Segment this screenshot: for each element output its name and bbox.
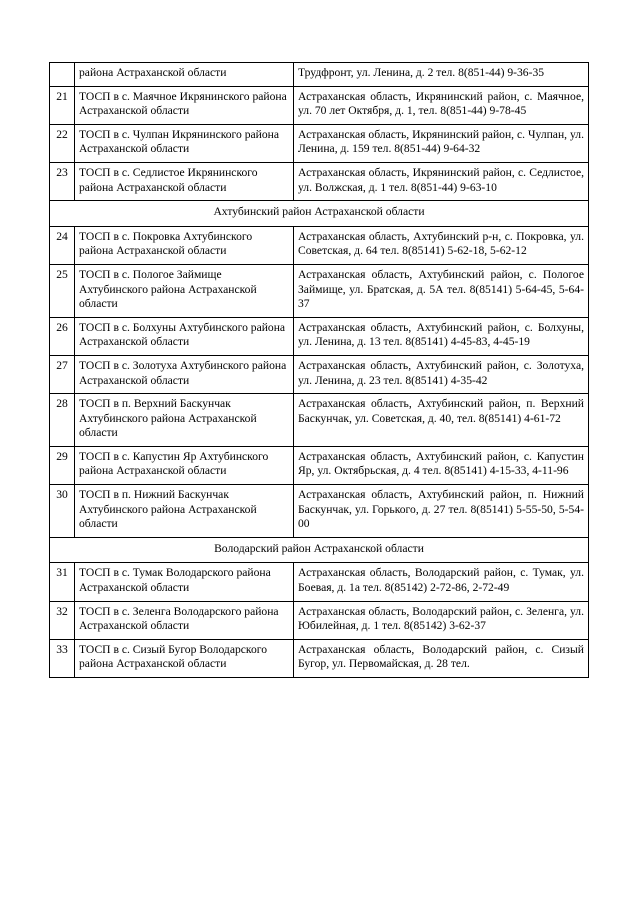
- office-address: Астраханская область, Ахтубинский район, с. Золотуха, ул. Ленина, д. 23 тел. 8(85141) 4-35-42: [294, 355, 589, 393]
- office-address: Астраханская область, Володарский район, с. Тумак, ул. Боевая, д. 1а тел. 8(85142) 2-72-86, 2-72-49: [294, 563, 589, 601]
- section-title: Ахтубинский район Астраханской области: [50, 201, 589, 227]
- table-row: [50, 63, 589, 87]
- office-name: ТОСП в с. Пологое Займище Ахтубинского района Астраханской области: [75, 264, 294, 317]
- row-number: 22: [50, 124, 75, 162]
- office-name: ТОСП в с. Золотуха Ахтубинского района Астраханской области: [75, 355, 294, 393]
- table-row: [50, 264, 589, 317]
- row-number: 28: [50, 394, 75, 447]
- office-address: Астраханская область, Ахтубинский р-н, с. Покровка, ул. Советская, д. 64 тел. 8(85141) 5-62-18, 5-62-12: [294, 226, 589, 264]
- office-name: ТОСП в с. Маячное Икрянинского района Астраханской области: [75, 86, 294, 124]
- table-row: [50, 563, 589, 601]
- office-address: Астраханская область, Ахтубинский район, п. Верхний Баскунчак, ул. Советская, д. 40, тел. 8(85141) 4-61-72: [294, 394, 589, 447]
- section-title: Володарский район Астраханской области: [50, 537, 589, 563]
- office-name: ТОСП в с. Болхуны Ахтубинского района Астраханской области: [75, 317, 294, 355]
- table-row: [50, 317, 589, 355]
- office-address: Астраханская область, Ахтубинский район, с. Болхуны, ул. Ленина, д. 13 тел. 8(85141) 4-45-83, 4-45-19: [294, 317, 589, 355]
- row-number: [50, 63, 75, 87]
- offices-table-body: [50, 63, 589, 678]
- office-name: ТОСП в с. Седлистое Икрянинского района Астраханской области: [75, 162, 294, 200]
- office-address: Астраханская область, Володарский район, с. Сизый Бугор, ул. Первомайская, д. 28 тел.: [294, 639, 589, 677]
- section-header-row: [50, 537, 589, 563]
- office-name: ТОСП в с. Капустин Яр Ахтубинского района Астраханской области: [75, 446, 294, 484]
- row-number: 30: [50, 485, 75, 538]
- table-row: [50, 86, 589, 124]
- row-number: 32: [50, 601, 75, 639]
- table-row: [50, 601, 589, 639]
- office-address: Астраханская область, Ахтубинский район, с. Пологое Займище, ул. Братская, д. 5А тел. 8(85141) 5-64-45, 5-64-37: [294, 264, 589, 317]
- office-name: ТОСП в с. Чулпан Икрянинского района Астраханской области: [75, 124, 294, 162]
- office-name: ТОСП в с. Покровка Ахтубинского района Астраханской области: [75, 226, 294, 264]
- row-number: 33: [50, 639, 75, 677]
- row-number: 23: [50, 162, 75, 200]
- office-address: Астраханская область, Ахтубинский район, п. Нижний Баскунчак, ул. Горького, д. 27 тел. 8(85141) 5-55-50, 5-54-00: [294, 485, 589, 538]
- table-row: [50, 226, 589, 264]
- section-header-row: [50, 201, 589, 227]
- table-row: [50, 355, 589, 393]
- office-address: Астраханская область, Икрянинский район, с. Седлистое, ул. Волжская, д. 1 тел. 8(851-44) 9-63-10: [294, 162, 589, 200]
- office-name: ТОСП в с. Тумак Володарского района Астраханской области: [75, 563, 294, 601]
- table-row: [50, 446, 589, 484]
- row-number: 21: [50, 86, 75, 124]
- table-row: [50, 639, 589, 677]
- office-address: Астраханская область, Икрянинский район, с. Маячное, ул. 70 лет Октября, д. 1, тел. 8(851-44) 9-78-45: [294, 86, 589, 124]
- office-address: Астраханская область, Икрянинский район, с. Чулпан, ул. Ленина, д. 159 тел. 8(851-44) 9-64-32: [294, 124, 589, 162]
- row-number: 27: [50, 355, 75, 393]
- offices-table: [49, 62, 589, 678]
- table-row: [50, 394, 589, 447]
- row-number: 29: [50, 446, 75, 484]
- office-name: ТОСП в с. Сизый Бугор Володарского района Астраханской области: [75, 639, 294, 677]
- office-name: ТОСП в п. Верхний Баскунчак Ахтубинского района Астраханской области: [75, 394, 294, 447]
- office-name: ТОСП в с. Зеленга Володарского района Астраханской области: [75, 601, 294, 639]
- row-number: 24: [50, 226, 75, 264]
- table-row: [50, 124, 589, 162]
- office-address: Астраханская область, Ахтубинский район, с. Капустин Яр, ул. Октябрьская, д. 4 тел. 8(85141) 4-15-33, 4-11-96: [294, 446, 589, 484]
- office-name: ТОСП в п. Нижний Баскунчак Ахтубинского района Астраханской области: [75, 485, 294, 538]
- document-page: [49, 62, 589, 678]
- table-row: [50, 162, 589, 200]
- row-number: 31: [50, 563, 75, 601]
- office-name: района Астраханской области: [75, 63, 294, 87]
- row-number: 25: [50, 264, 75, 317]
- office-address: Астраханская область, Володарский район, с. Зеленга, ул. Юбилейная, д. 1 тел. 8(85142) 3-62-37: [294, 601, 589, 639]
- table-row: [50, 485, 589, 538]
- office-address: Трудфронт, ул. Ленина, д. 2 тел. 8(851-44) 9-36-35: [294, 63, 589, 87]
- row-number: 26: [50, 317, 75, 355]
